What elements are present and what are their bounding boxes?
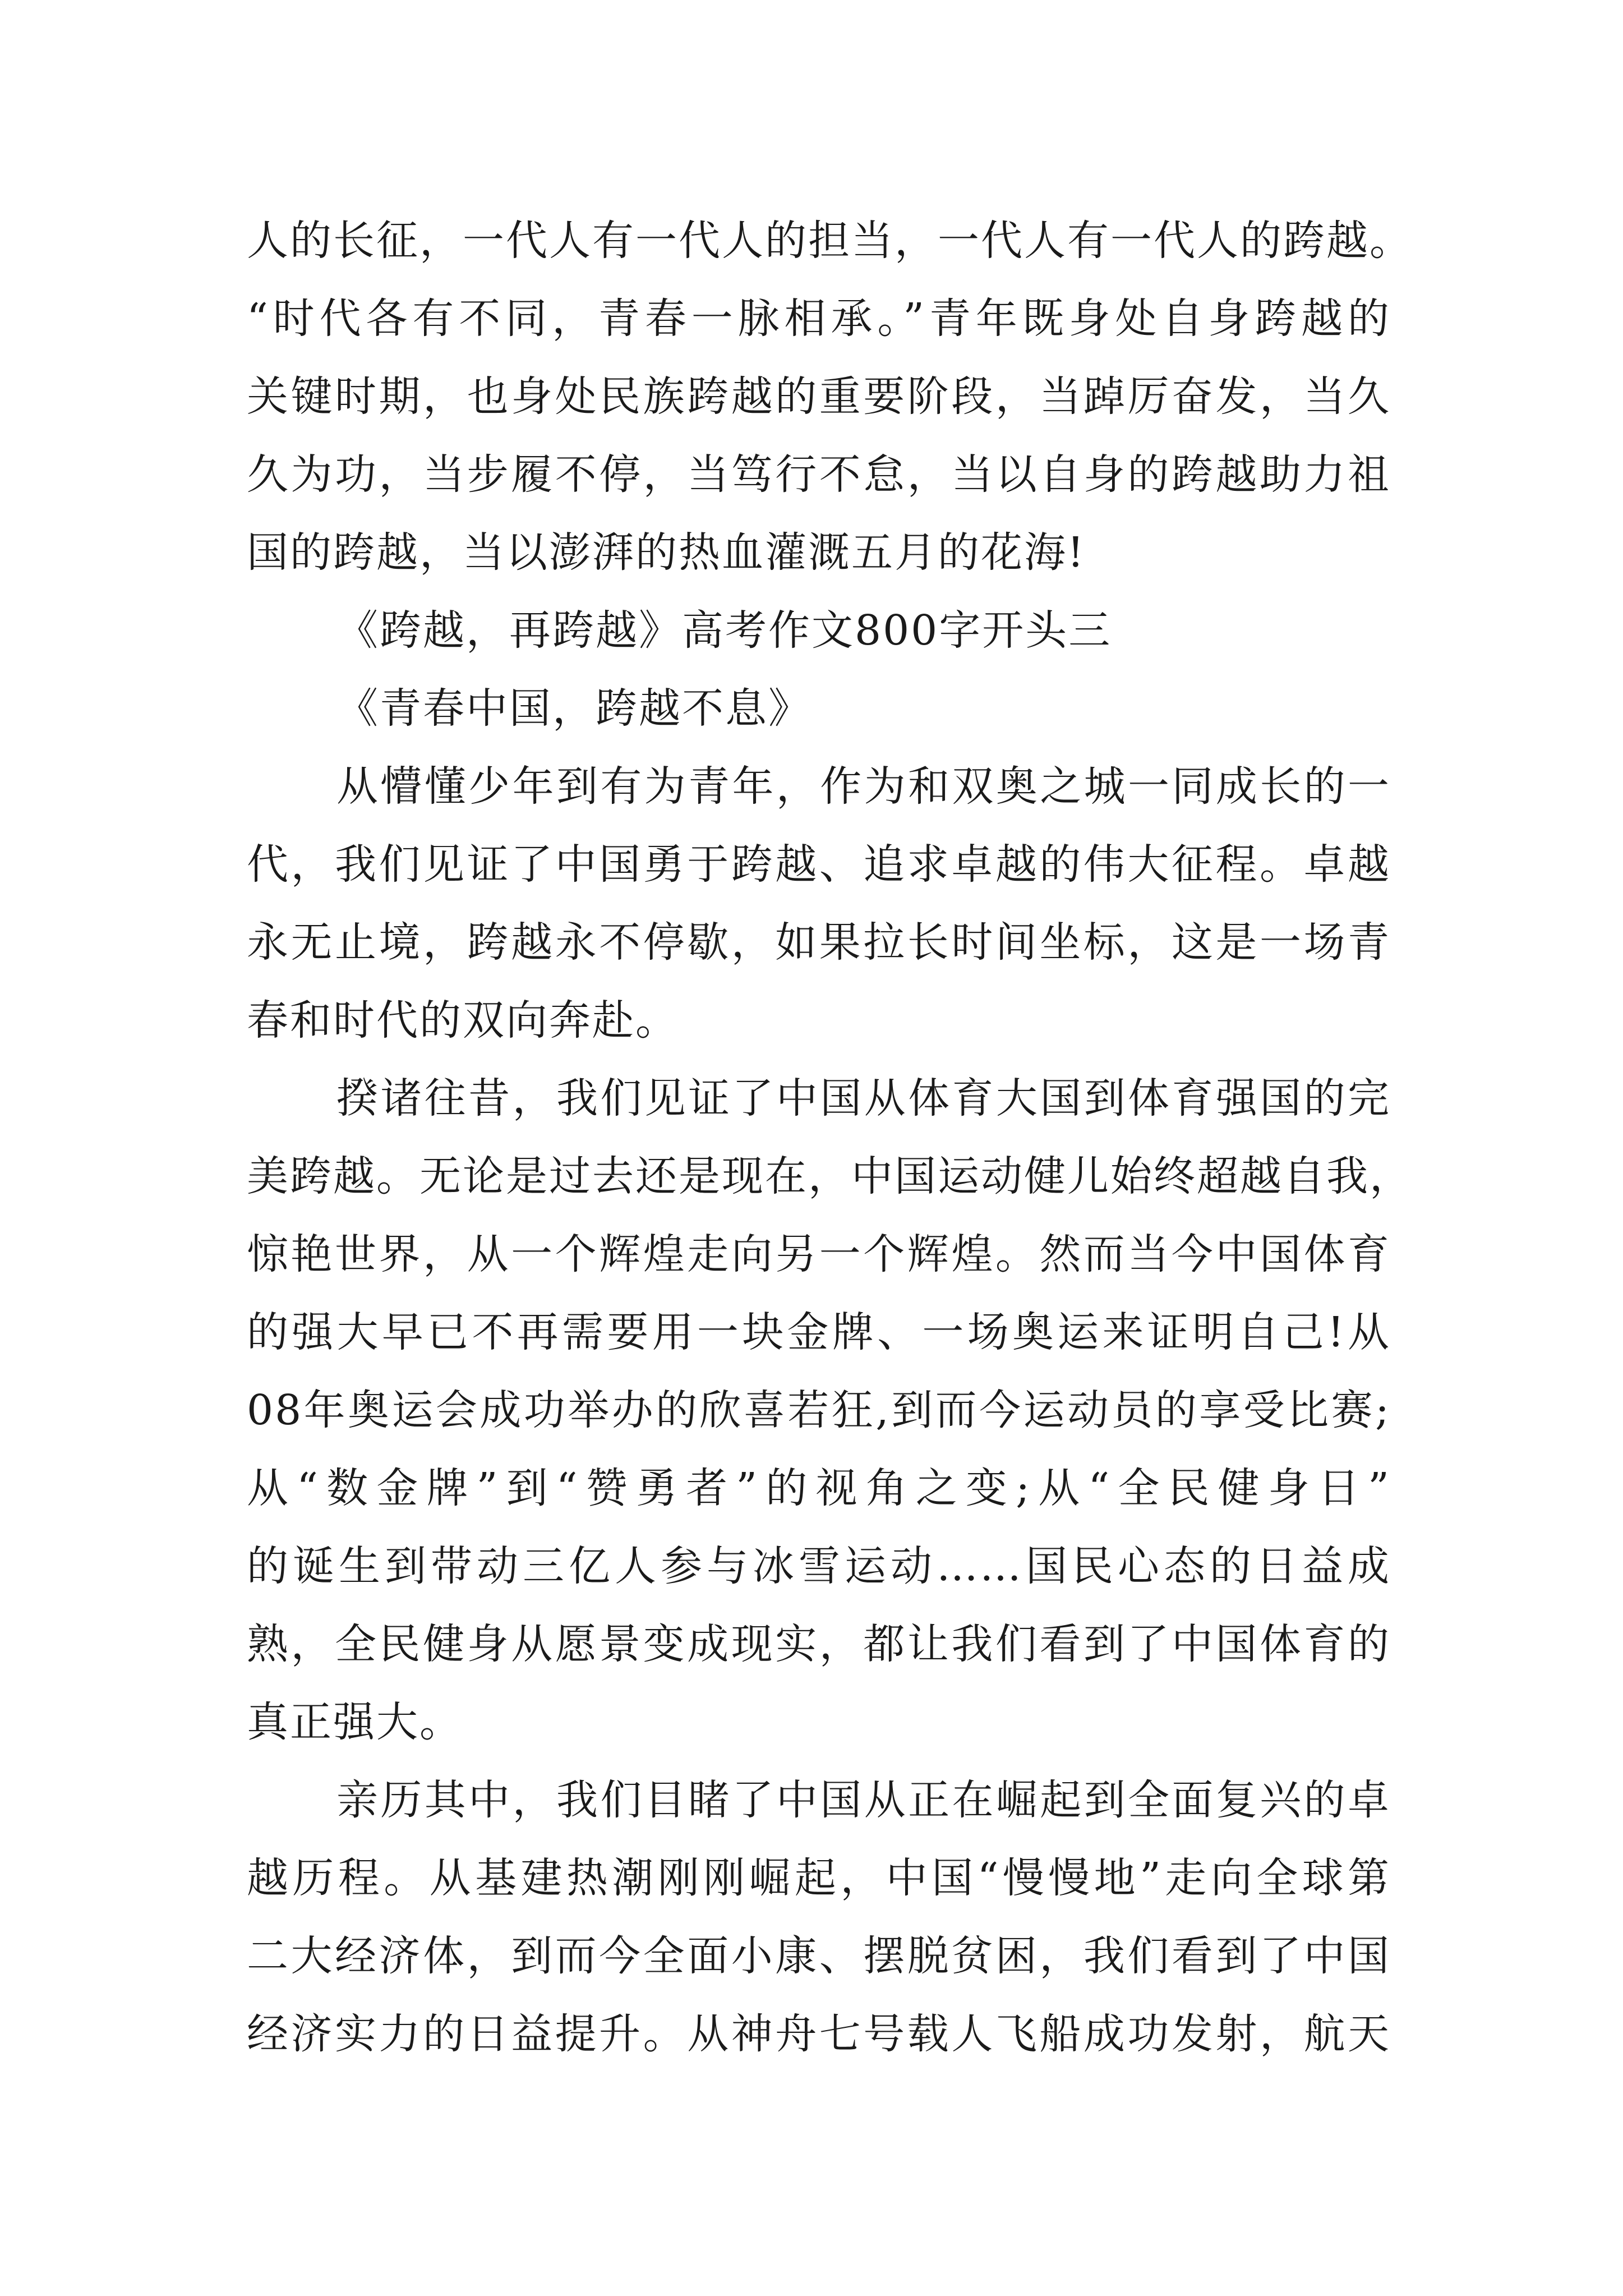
- text-line-23: 二大经济体，到而今全面小康、摆脱贫困，我们看到了中国: [247, 1932, 1391, 1980]
- text-line-24: 经济实力的日益提升。从神舟七号载人飞船成功发射，航天: [247, 2010, 1391, 2058]
- text-line-3: 关键时期，也身处民族跨越的重要阶段，当踔厉奋发，当久: [247, 372, 1391, 421]
- text-line-12: 揆诸往昔，我们见证了中国从体育大国到体育强国的完: [336, 1074, 1391, 1122]
- text-line-21: 亲历其中，我们目睹了中国从正在崛起到全面复兴的卓: [336, 1776, 1391, 1824]
- text-line-13: 美跨越。无论是过去还是现在，中国运动健儿始终超越自我，: [247, 1152, 1413, 1200]
- document-page: [247, 202, 1413, 2073]
- text-line-18: 的诞生到带动三亿人参与冰雪运动……国民心态的日益成: [247, 1542, 1391, 1590]
- section-heading: 《跨越，再跨越》高考作文800字开头三: [336, 606, 1112, 655]
- text-line-9: 代，我们见证了中国勇于跨越、追求卓越的伟大征程。卓越: [247, 840, 1391, 889]
- text-line-17: 从“数金牌”到“赞勇者”的视角之变;从“全民健身日”: [247, 1464, 1391, 1512]
- text-line-16: 08年奥运会成功举办的欣喜若狂,到而今运动员的享受比赛;: [247, 1386, 1391, 1434]
- text-line-1: 人的长征，一代人有一代人的担当，一代人有一代人的跨越。: [247, 217, 1413, 265]
- text-line-15: 的强大早已不再需要用一块金牌、一场奥运来证明自己!从: [247, 1308, 1391, 1356]
- text-line-19: 熟，全民健身从愿景变成现实，都让我们看到了中国体育的: [247, 1620, 1391, 1668]
- text-line-14: 惊艳世界，从一个辉煌走向另一个辉煌。然而当今中国体育: [247, 1230, 1391, 1278]
- text-line-2: “时代各有不同，青春一脉相承。”青年既身处自身跨越的: [247, 295, 1391, 343]
- text-line-20: 真正强大。: [247, 1698, 463, 1746]
- text-line-4: 久为功，当步履不停，当笃行不怠，当以自身的跨越助力祖: [247, 450, 1391, 499]
- text-line-11: 春和时代的双向奔赴。: [247, 996, 679, 1045]
- essay-title: 《青春中国，跨越不息》: [336, 684, 811, 733]
- text-line-5: 国的跨越，当以澎湃的热血灌溉五月的花海!: [247, 528, 1086, 577]
- text-line-10: 永无止境，跨越永不停歇，如果拉长时间坐标，这是一场青: [247, 918, 1391, 967]
- text-line-8: 从懵懂少年到有为青年，作为和双奥之城一同成长的一: [336, 762, 1391, 811]
- text-line-22: 越历程。从基建热潮刚刚崛起，中国“慢慢地”走向全球第: [247, 1854, 1391, 1902]
